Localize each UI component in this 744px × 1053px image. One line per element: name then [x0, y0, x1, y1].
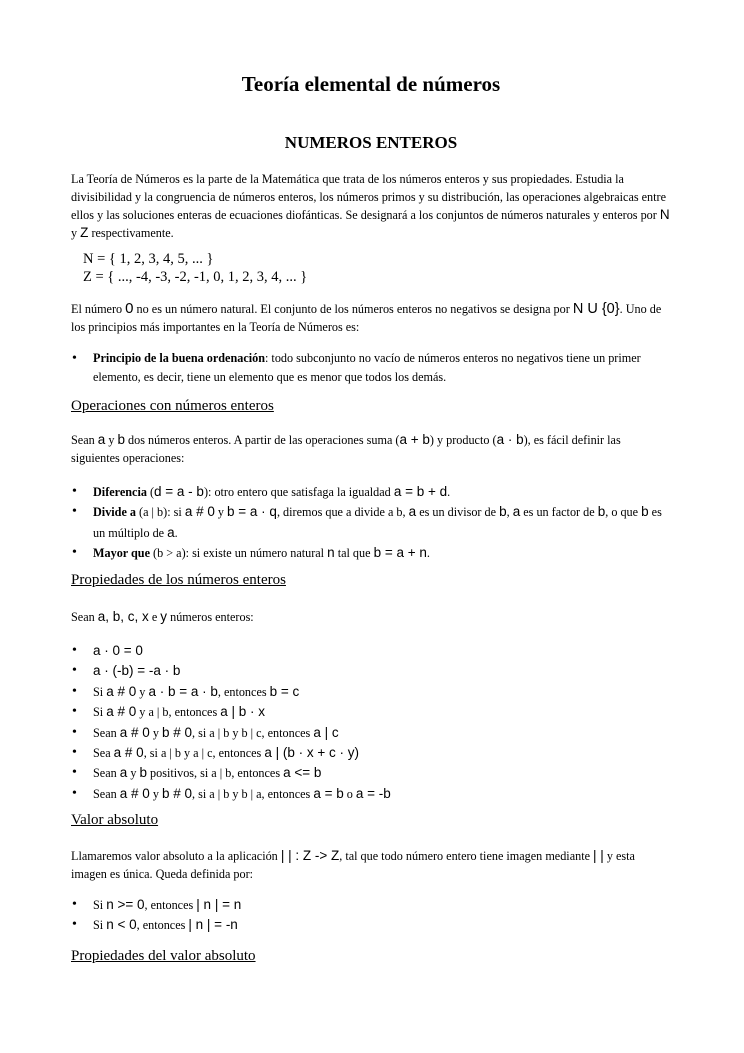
- list-item: • Principio de la buena ordenación: todo subconjunto no vacío de números enteros no negativos tiene un primer elemento, es decir, tiene un elemento que es menor que todos los demás.: [71, 349, 671, 387]
- list-item: • Sean a # 0 y b # 0, si a | b y b | a, entonces a = b o a = -b: [71, 784, 671, 804]
- document-title: Teoría elemental de números: [241, 72, 501, 96]
- list-item: • Si n >= 0, entonces | n | = n: [71, 895, 671, 915]
- list-item: • Si a # 0 y a | b, entonces a | b · x: [71, 702, 671, 722]
- heading-propiedades-valor-absoluto: Propiedades del valor absoluto: [71, 948, 256, 964]
- absolute-value-intro: Llamaremos valor absoluto a la aplicación | | : Z -> Z, tal que todo número entero tiene imagen mediante | | y esta imagen es única. Queda definida por:: [71, 848, 635, 881]
- section-title-numeros-enteros: NUMEROS ENTEROS: [284, 133, 458, 152]
- operations-list: [71, 482, 671, 564]
- absolute-value-list: [71, 895, 671, 936]
- list-item: • Si n < 0, entonces | n | = -n: [71, 915, 671, 935]
- heading-valor-absoluto: Valor absoluto: [71, 812, 159, 828]
- paragraph-zero: El número 0 no es un número natural. El conjunto de los números enteros no negativos se designa por N U {0}. Uno de los principios más importantes en la Teoría de Números es:: [71, 300, 662, 334]
- properties-list: [71, 641, 671, 804]
- operations-intro: Sean a y b dos números enteros. A partir de las operaciones suma (a + b) y producto (a · b), es fácil definir las siguientes operaciones:: [71, 432, 621, 465]
- set-integers: Z = { ..., -4, -3, -2, -1, 0, 1, 2, 3, 4, ... }: [83, 269, 308, 285]
- set-naturals: N = { 1, 2, 3, 4, 5, ... }: [83, 251, 214, 267]
- list-item: • Divide a (a | b): si a # 0 y b = a · q, diremos que a divide a b, a es un divisor de b, a es un factor de b, o que b es un múltiplo de a.: [71, 502, 671, 543]
- list-item: • Diferencia (d = a - b): otro entero que satisfaga la igualdad a = b + d.: [71, 482, 671, 502]
- properties-intro: Sean a, b, c, x e y números enteros:: [71, 609, 254, 624]
- list-item: • Sea a # 0, si a | b y a | c, entonces a | (b · x + c · y): [71, 743, 671, 763]
- intro-paragraph: La Teoría de Números es la parte de la Matemática que trata de los números enteros y sus propiedades. Estudia la divisibilidad y la congruencia de números enteros, los números primos y su distribución, las operaciones algebraicas entre ellos y las soluciones enteras de ecuaciones diofánticas. Se designará a los conjuntos de números naturales y enteros por N y Z respectivamente.: [71, 172, 670, 240]
- list-item: • a · (-b) = -a · b: [71, 661, 671, 681]
- list-item: • a · 0 = 0: [71, 641, 671, 661]
- list-item: • Si a # 0 y a · b = a · b, entonces b = c: [71, 682, 671, 702]
- list-item: • Sean a y b positivos, si a | b, entonces a <= b: [71, 763, 671, 783]
- heading-propiedades: Propiedades de los números enteros: [71, 572, 286, 588]
- list-item: • Sean a # 0 y b # 0, si a | b y b | c, entonces a | c: [71, 723, 671, 743]
- heading-operaciones: Operaciones con números enteros: [71, 398, 274, 414]
- principle-list: [71, 349, 671, 387]
- list-item: • Mayor que (b > a): si existe un número natural n tal que b = a + n.: [71, 543, 671, 563]
